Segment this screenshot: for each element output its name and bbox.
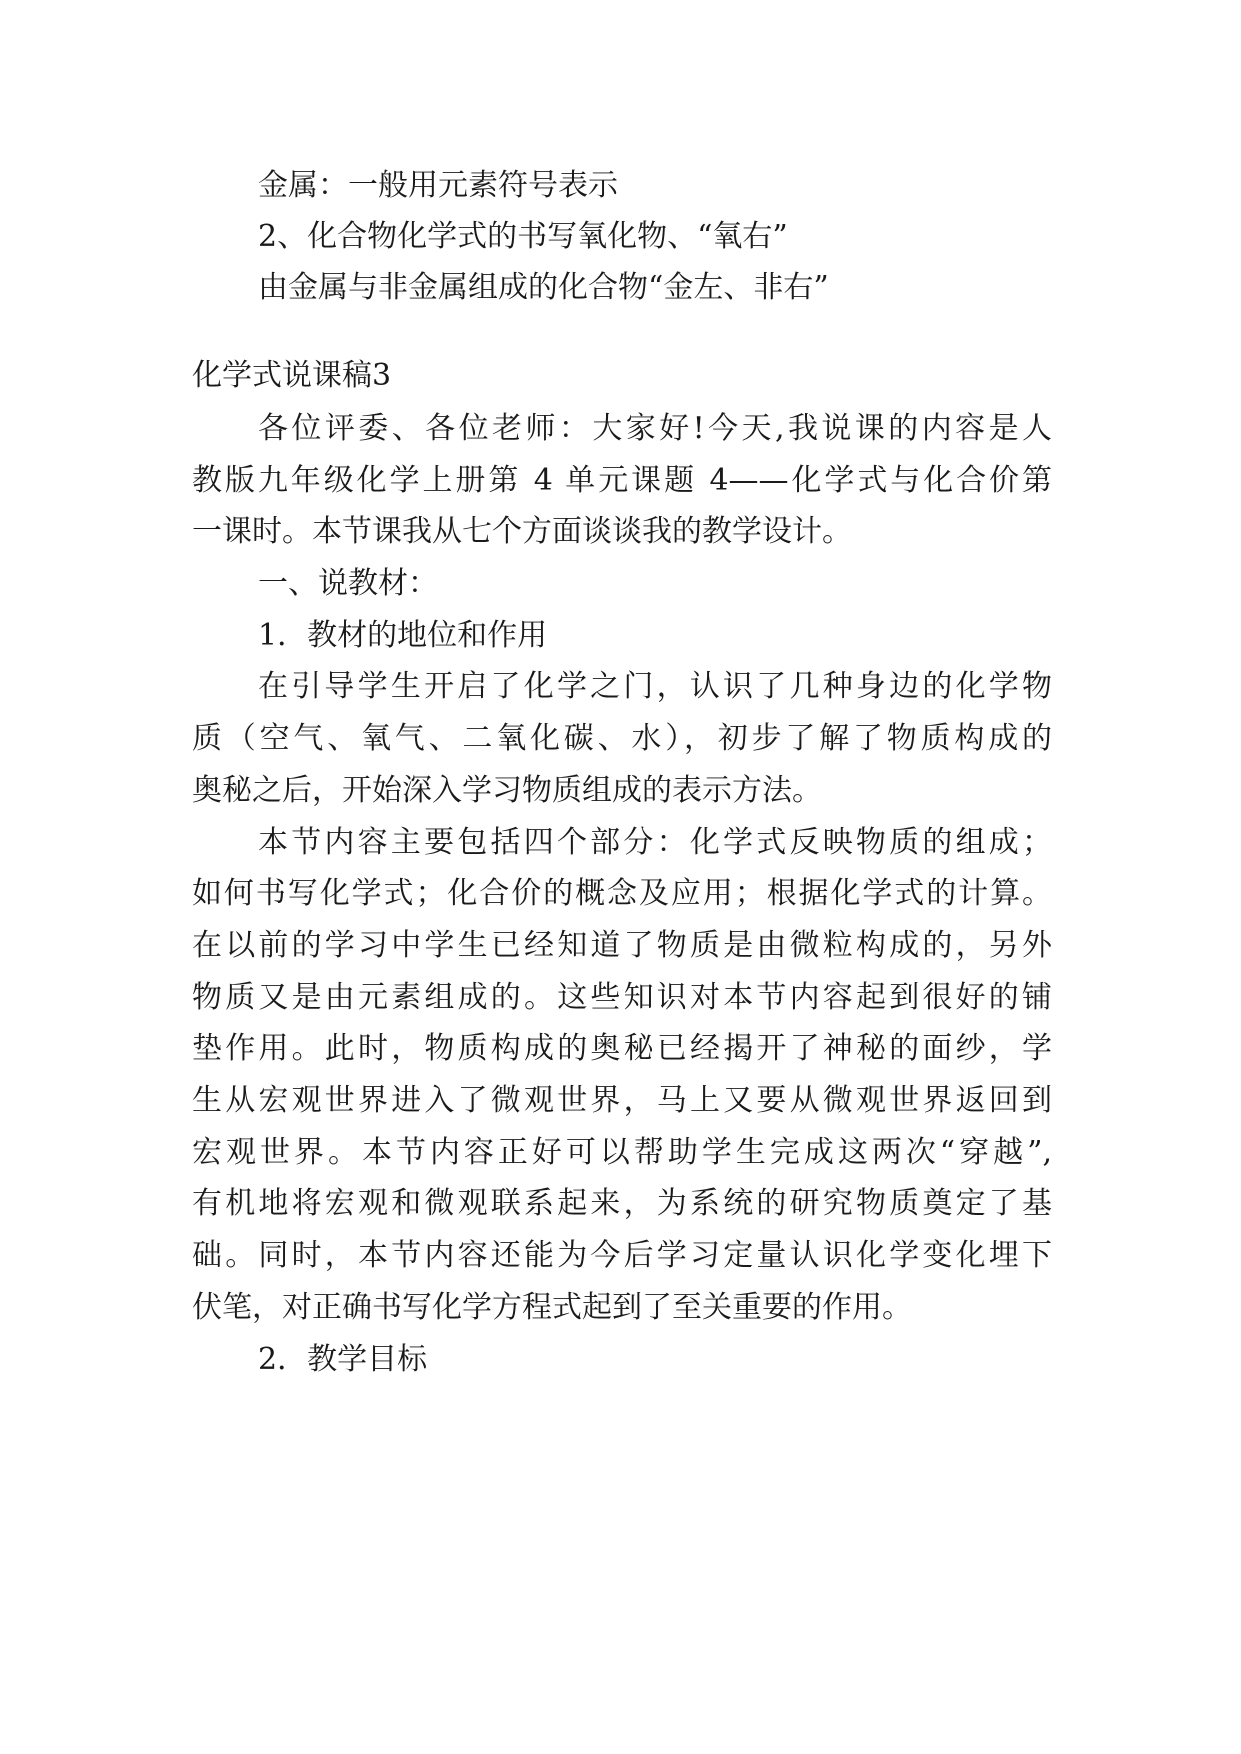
text-line: 各位评委、各位老师：大家好!今天,我说课的内容是人 xyxy=(258,411,1052,446)
text-line: 质（空气、氧气、二氧化碳、水），初步了解了物质构成的 xyxy=(192,721,1052,756)
text-line: 生从宏观世界进入了微观世界，马上又要从微观世界返回到 xyxy=(192,1083,1052,1118)
text-line: 有机地将宏观和微观联系起来，为系统的研究物质奠定了基 xyxy=(192,1186,1052,1221)
text-line: 2、化合物化学式的书写氧化物、“氧右” xyxy=(258,219,788,254)
text-line: 垫作用。此时，物质构成的奥秘已经揭开了神秘的面纱，学 xyxy=(192,1031,1052,1066)
text-line: 在以前的学习中学生已经知道了物质是由微粒构成的，另外 xyxy=(192,928,1052,963)
text-line: 金属：一般用元素符号表示 xyxy=(258,168,618,203)
text-line: 宏观世界。本节内容正好可以帮助学生完成这两次“穿越”, xyxy=(192,1135,1052,1170)
subheading: 2．教学目标 xyxy=(258,1342,428,1377)
text-line: 物质又是由元素组成的。这些知识对本节内容起到很好的铺 xyxy=(192,980,1052,1015)
text-line: 奥秘之后，开始深入学习物质组成的表示方法。 xyxy=(192,773,822,808)
subheading: 1．教材的地位和作用 xyxy=(258,618,548,653)
text-line: 伏笔，对正确书写化学方程式起到了至关重要的作用。 xyxy=(192,1290,912,1325)
text-line: 由金属与非金属组成的化合物“金左、非右” xyxy=(258,270,829,305)
text-line: 一课时。本节课我从七个方面谈谈我的教学设计。 xyxy=(192,514,852,549)
section-title: 化学式说课稿3 xyxy=(192,358,392,393)
section-heading: 一、说教材： xyxy=(258,566,438,601)
text-line: 如何书写化学式；化合价的概念及应用；根据化学式的计算。 xyxy=(192,876,1052,911)
text-line: 础。同时，本节内容还能为今后学习定量认识化学变化埋下 xyxy=(192,1238,1052,1273)
text-line: 在引导学生开启了化学之门，认识了几种身边的化学物 xyxy=(258,669,1052,704)
text-line: 教版九年级化学上册第 4 单元课题 4——化学式与化合价第 xyxy=(192,463,1052,498)
text-line: 本节内容主要包括四个部分：化学式反映物质的组成； xyxy=(258,825,1052,860)
